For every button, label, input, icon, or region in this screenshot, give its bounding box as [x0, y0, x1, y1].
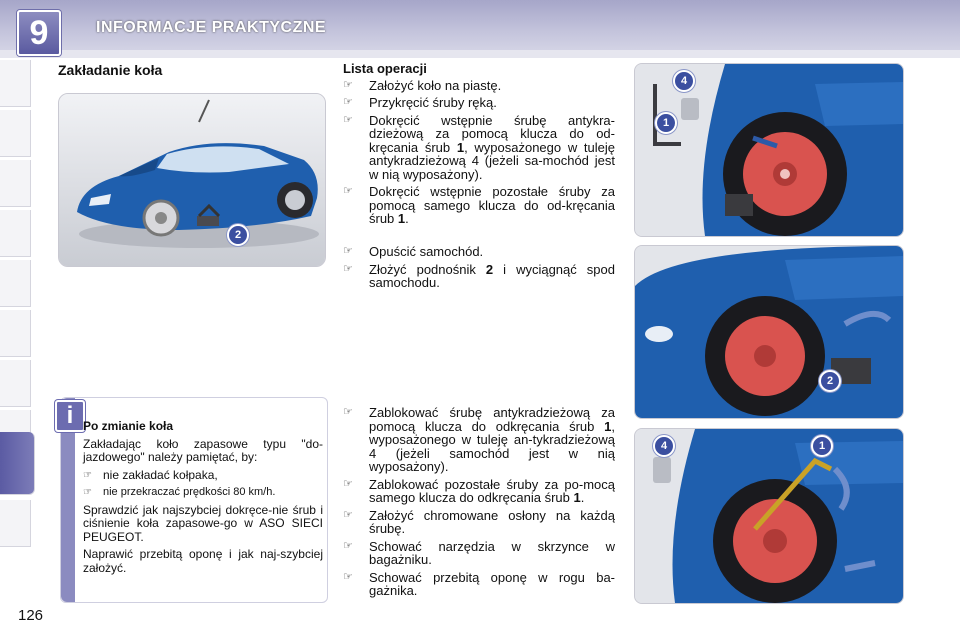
item-text: Zablokować śrubę antykradzieżową za pomocą klucza do odkręcania śrub: [369, 405, 615, 434]
callout-badge-4: 4: [653, 435, 675, 457]
hand-pointer-icon: ☞: [343, 539, 353, 552]
chapter-number-badge: 9: [17, 10, 61, 56]
wheel-mount-icon: [635, 64, 903, 236]
item-text: Zablokować pozostałe śruby za po-mocą samego klucza do odkręcania śrub: [369, 476, 615, 505]
section-title: Zakładanie koła: [58, 62, 163, 78]
info-intro: Zakładając koło zapasowe typu "do-jazdowego" należy pamiętać, by:: [83, 436, 323, 464]
item-text: Schować narzędzia w skrzynce w bagażniku.: [369, 538, 615, 567]
callout-badge-4: 4: [673, 70, 695, 92]
list-item: [343, 263, 615, 290]
hand-pointer-icon: ☞: [343, 262, 353, 275]
info-bullet-text: nie przekraczać prędkości 80 km/h.: [103, 486, 276, 498]
hand-pointer-icon: ☞: [343, 245, 353, 257]
wheel-tighten-icon: [635, 429, 903, 603]
chapter-tab[interactable]: [0, 310, 31, 357]
info-bullet: [83, 486, 323, 500]
chapter-tab[interactable]: [0, 500, 31, 547]
item-ref-number: 1: [397, 211, 406, 226]
item-text: , wyposażonego w tuleję antykradzieżową 4 (jeżeli sa-mochód jest w nią wyposażony).: [369, 139, 615, 182]
item-text: Założyć chromowane osłony na każdą śrubę.: [369, 507, 615, 536]
chapter-title: INFORMACJE PRAKTYCZNE: [96, 19, 327, 36]
list-item: [343, 478, 615, 505]
car-jack-illustration: [58, 93, 326, 267]
item-text: Dokręcić wstępnie pozostałe śruby za pomocą samego klucza do od-kręcania śrub: [369, 184, 615, 226]
hand-pointer-icon: ☞: [343, 113, 353, 126]
header-underline: [0, 50, 960, 58]
chapter-tab[interactable]: [0, 360, 31, 407]
item-ref-number: 1: [456, 139, 465, 155]
car-icon: [59, 94, 325, 266]
hand-pointer-icon: ☞: [343, 78, 353, 91]
info-content: [83, 420, 323, 579]
info-bullet: [83, 469, 323, 483]
list-item: [343, 114, 615, 182]
item-text: i wyciągnąć spod samochodu.: [369, 261, 615, 290]
chapter-tabs: [0, 60, 34, 580]
callout-badge-2: 2: [819, 370, 841, 392]
list-item: [343, 96, 615, 110]
list-item: [343, 245, 615, 259]
list-item: [343, 185, 615, 226]
list-item: [343, 509, 615, 536]
hand-pointer-icon: ☞: [343, 406, 353, 418]
item-ref-number: 1: [604, 418, 612, 434]
chapter-tab-active[interactable]: [0, 432, 35, 495]
hand-pointer-icon: ☞: [343, 570, 353, 583]
wheel-lower-icon: [635, 246, 903, 418]
callout-jack-badge: 2: [227, 224, 249, 246]
info-title: Po zmianie koła: [83, 419, 174, 433]
info-box: [60, 397, 328, 603]
item-text: .: [580, 490, 585, 505]
item-text: , wyposażonego w tuleję an-tykradzieżową 4 (jeżeli samochód jest w nią wyposażony).: [369, 418, 615, 474]
wheel-illustration-lower: [634, 245, 904, 419]
item-ref-number: 2: [485, 261, 494, 277]
chapter-tab[interactable]: [0, 210, 31, 257]
page-number: 126: [18, 607, 44, 624]
list-item: [343, 540, 615, 567]
operations-list: [343, 62, 615, 230]
chapter-tab[interactable]: [0, 110, 31, 157]
hand-pointer-icon: ☞: [83, 487, 92, 498]
info-para: Sprawdzić jak najszybciej dokręce-nie śrub i ciśnienie koła zapasowe-go w ASO SIECI PEUGEOT.: [83, 502, 323, 544]
callout-badge-1: 1: [655, 112, 677, 134]
item-ref-number: 1: [573, 490, 581, 505]
hand-pointer-icon: ☞: [343, 185, 353, 197]
hand-pointer-icon: ☞: [343, 477, 353, 490]
info-para: Naprawić przebitą oponę i jak naj-szybciej założyć.: [83, 547, 323, 575]
chapter-tab[interactable]: [0, 160, 31, 207]
hand-pointer-icon: ☞: [83, 469, 92, 481]
list-item: [343, 406, 615, 474]
chapter-tab[interactable]: [0, 260, 31, 307]
chapter-tab[interactable]: [0, 60, 31, 107]
info-bullet-text: nie zakładać kołpaka,: [103, 467, 218, 482]
operations-list-3: [343, 406, 615, 602]
item-text: Przykręcić śruby ręką.: [369, 95, 497, 110]
item-text: Opuścić samochód.: [369, 244, 484, 259]
callout-badge-1: 1: [811, 435, 833, 457]
list-item: [343, 79, 615, 93]
item-text: .: [405, 211, 409, 226]
wheel-illustration-mount: [634, 63, 904, 237]
wheel-illustration-tighten: [634, 428, 904, 604]
hand-pointer-icon: ☞: [343, 508, 353, 521]
list-item: [343, 571, 615, 598]
item-text: Złożyć podnośnik: [369, 261, 486, 277]
item-text: Założyć koło na piastę.: [369, 77, 502, 93]
info-icon: i: [55, 400, 85, 432]
item-text: Schować przebitą oponę w rogu ba-gażnika.: [369, 569, 615, 598]
hand-pointer-icon: ☞: [343, 96, 353, 108]
item-text: Dokręcić wstępnie śrubę antykra-dzieżową za pomocą klucza do od-kręcania śrub: [369, 112, 615, 155]
operations-title: Lista operacji: [343, 61, 427, 76]
operations-list-2: [343, 245, 615, 294]
